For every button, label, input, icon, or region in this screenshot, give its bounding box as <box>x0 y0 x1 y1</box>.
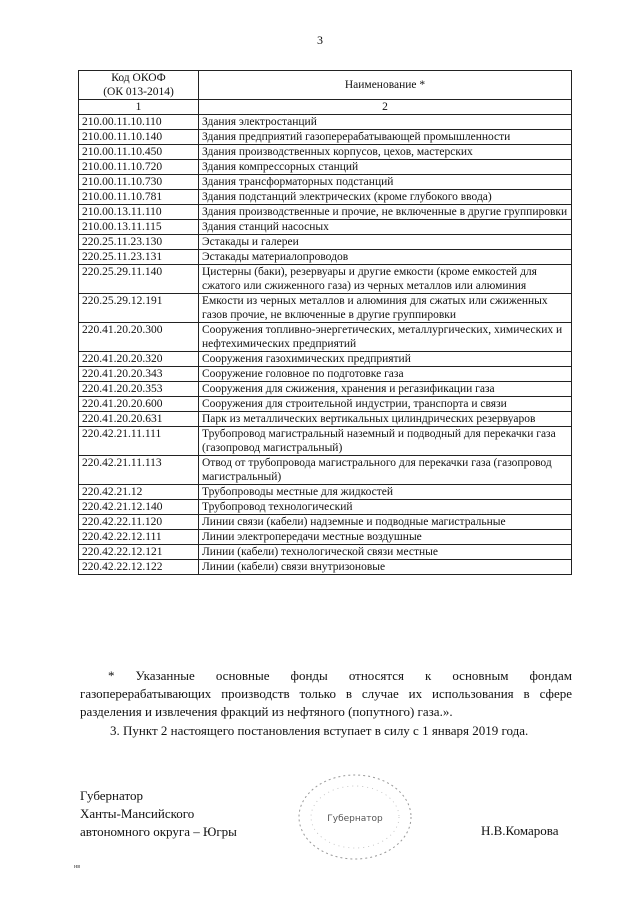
table-row <box>79 323 572 352</box>
okof-code-cell: 220.42.21.11.113 <box>79 456 199 485</box>
okof-name-cell: Линии связи (кабели) надземные и подводные магистральные <box>199 515 572 530</box>
okof-code-cell: 220.41.20.20.600 <box>79 397 199 412</box>
table-row <box>79 560 572 575</box>
page-number: 3 <box>317 33 323 47</box>
okof-code-cell: 220.41.20.20.353 <box>79 382 199 397</box>
okof-name-cell: Здания производственных корпусов, цехов, мастерских <box>199 145 572 160</box>
table-row <box>79 115 572 130</box>
okof-name-cell: Эстакады материалопроводов <box>199 250 572 265</box>
okof-name-cell: Цистерны (баки), резервуары и другие емкости (кроме емкостей для сжатого или сжиженного газа) из черных металлов или алюминия <box>199 265 572 294</box>
okof-code-cell: 210.00.11.10.450 <box>79 145 199 160</box>
signer-title-line: Губернатор <box>80 788 143 803</box>
okof-code-cell: 210.00.11.10.140 <box>79 130 199 145</box>
table-row <box>79 220 572 235</box>
column-number-row <box>79 100 572 115</box>
signer-title-line: автономного округа – Югры <box>80 824 237 839</box>
table-header-row <box>79 71 572 100</box>
okof-code-cell: 220.41.20.20.631 <box>79 412 199 427</box>
table-row <box>79 352 572 367</box>
table-row <box>79 456 572 485</box>
footnote-paragraph: * Указанные основные фонды относятся к основным фондам газоперерабатывающих производств только в случае их использования в сфере разделения и извлечения фракций из нефтяного (попутного) газа.». <box>80 668 572 719</box>
okof-name-cell: Здания станций насосных <box>199 220 572 235</box>
okof-name-cell: Здания предприятий газоперерабатывающей промышленности <box>199 130 572 145</box>
table-row <box>79 175 572 190</box>
okof-name-cell: Линии (кабели) технологической связи местные <box>199 545 572 560</box>
column-number: 2 <box>199 100 572 115</box>
okof-name-cell: Здания подстанций электрических (кроме глубокого ввода) <box>199 190 572 205</box>
okof-code-cell: 220.42.22.12.122 <box>79 560 199 575</box>
okof-code-cell: 220.42.22.12.111 <box>79 530 199 545</box>
okof-name-cell: Сооружение головное по подготовке газа <box>199 367 572 382</box>
okof-code-cell: 210.00.13.11.115 <box>79 220 199 235</box>
table-row <box>79 190 572 205</box>
okof-code-cell: 220.42.22.12.121 <box>79 545 199 560</box>
okof-code-cell: 210.00.11.10.781 <box>79 190 199 205</box>
okof-code-cell: 210.00.11.10.720 <box>79 160 199 175</box>
signer-title-line: Ханты-Мансийского <box>80 806 195 821</box>
table-row <box>79 515 572 530</box>
okof-name-cell: Эстакады и галереи <box>199 235 572 250</box>
table-row <box>79 130 572 145</box>
table-row <box>79 427 572 456</box>
signer-name: Н.В.Комарова <box>481 823 559 838</box>
okof-table <box>78 70 572 575</box>
table-row <box>79 265 572 294</box>
table-row <box>79 485 572 500</box>
table-row <box>79 250 572 265</box>
signature-block <box>80 787 237 841</box>
okof-code-cell: 220.41.20.20.320 <box>79 352 199 367</box>
okof-name-cell: Сооружения для строительной индустрии, транспорта и связи <box>199 397 572 412</box>
table-row <box>79 367 572 382</box>
okof-code-cell: 220.25.11.23.130 <box>79 235 199 250</box>
okof-name-cell: Сооружения для сжижения, хранения и регазификации газа <box>199 382 572 397</box>
okof-name-cell: Сооружения газохимических предприятий <box>199 352 572 367</box>
okof-code-cell: 210.00.11.10.110 <box>79 115 199 130</box>
official-stamp <box>293 768 417 866</box>
okof-code-cell: 220.25.11.23.131 <box>79 250 199 265</box>
header-code-line1: Код ОКОФ <box>111 72 166 84</box>
footer-mark: нв <box>74 864 81 870</box>
table-row <box>79 145 572 160</box>
okof-name-cell: Трубопровод магистральный наземный и подводный для перекачки газа (газопровод магистральный) <box>199 427 572 456</box>
okof-code-cell: 220.25.29.11.140 <box>79 265 199 294</box>
okof-name-cell: Здания трансформаторных подстанций <box>199 175 572 190</box>
okof-code-cell: 220.42.21.12 <box>79 485 199 500</box>
table-row <box>79 500 572 515</box>
okof-name-cell: Линии электропередачи местные воздушные <box>199 530 572 545</box>
okof-code-cell: 220.25.29.12.191 <box>79 294 199 323</box>
column-number: 1 <box>79 100 199 115</box>
table-row <box>79 235 572 250</box>
header-code <box>79 71 199 100</box>
table-row <box>79 160 572 175</box>
okof-name-cell: Линии (кабели) связи внутризоновые <box>199 560 572 575</box>
header-code-line2: (ОК 013-2014) <box>103 86 174 98</box>
table-row <box>79 412 572 427</box>
okof-name-cell: Сооружения топливно-энергетических, металлургических, химических и нефтехимических предприятий <box>199 323 572 352</box>
table-row <box>79 545 572 560</box>
okof-name-cell: Здания компрессорных станций <box>199 160 572 175</box>
header-name: Наименование * <box>199 71 572 100</box>
table-row <box>79 382 572 397</box>
okof-name-cell: Отвод от трубопровода магистрального для перекачки газа (газопровод магистральный) <box>199 456 572 485</box>
clause-paragraph: 3. Пункт 2 настоящего постановления вступает в силу с 1 января 2019 года. <box>110 723 529 738</box>
okof-code-cell: 210.00.11.10.730 <box>79 175 199 190</box>
okof-name-cell: Трубопроводы местные для жидкостей <box>199 485 572 500</box>
table-row <box>79 205 572 220</box>
okof-name-cell: Трубопровод технологический <box>199 500 572 515</box>
okof-name-cell: Здания электростанций <box>199 115 572 130</box>
okof-code-cell: 220.42.21.11.111 <box>79 427 199 456</box>
okof-code-cell: 220.41.20.20.300 <box>79 323 199 352</box>
okof-code-cell: 220.41.20.20.343 <box>79 367 199 382</box>
table-row <box>79 530 572 545</box>
okof-name-cell: Емкости из черных металлов и алюминия для сжатых или сжиженных газов прочие, не включенные в другие группировки <box>199 294 572 323</box>
table-row <box>79 294 572 323</box>
table-body <box>79 115 572 575</box>
okof-code-cell: 210.00.13.11.110 <box>79 205 199 220</box>
stamp-text: Губернатор <box>327 814 383 824</box>
table-row <box>79 397 572 412</box>
okof-name-cell: Парк из металлических вертикальных цилиндрических резервуаров <box>199 412 572 427</box>
okof-code-cell: 220.42.21.12.140 <box>79 500 199 515</box>
okof-name-cell: Здания производственные и прочие, не включенные в другие группировки <box>199 205 572 220</box>
okof-code-cell: 220.42.22.11.120 <box>79 515 199 530</box>
